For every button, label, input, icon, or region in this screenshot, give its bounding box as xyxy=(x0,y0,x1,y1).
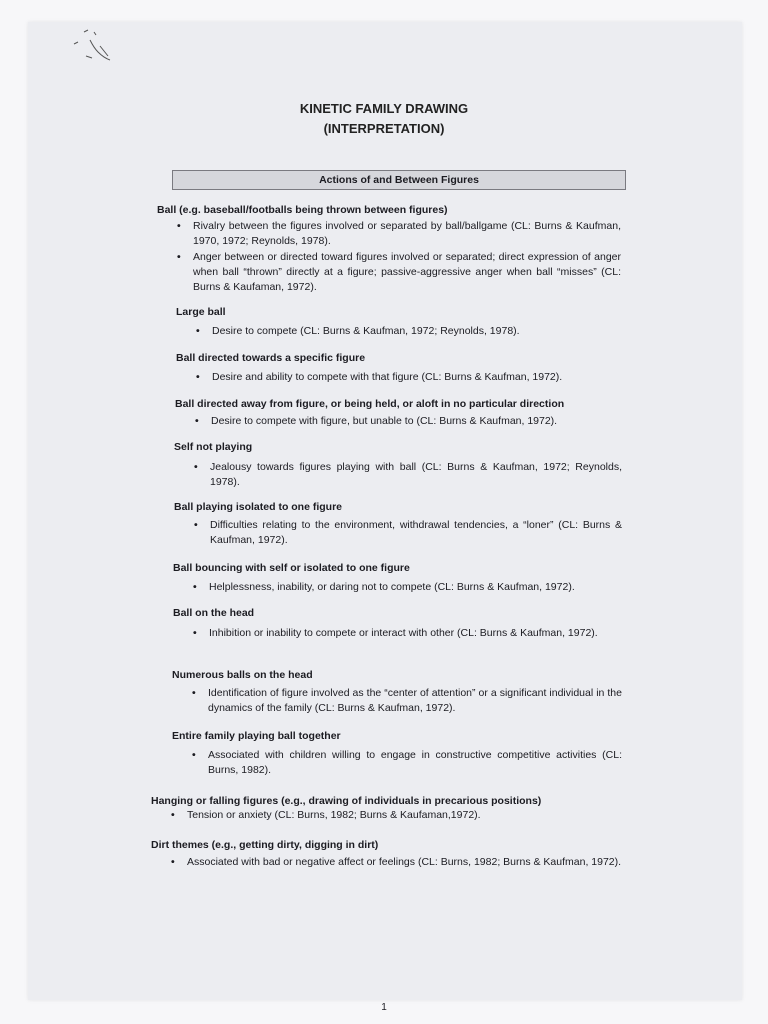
bullet-item: • Desire to compete (CL: Burns & Kaufman, 1972; Reynolds, 1978). xyxy=(212,324,622,339)
section-heading: Ball (e.g. baseball/footballs being thrown between figures) xyxy=(157,204,448,216)
section-heading: Self not playing xyxy=(174,441,253,453)
bullet-item: • Rivalry between the figures involved or separated by ball/ballgame (CL: Burns & Kaufman, 1970, 1972; Reynolds, 1978). xyxy=(193,219,621,249)
bullet-item: • Jealousy towards figures playing with ball (CL: Burns & Kaufman, 1972; Reynolds, 1978). xyxy=(210,460,622,490)
section-heading: Hanging or falling figures (e.g., drawing of individuals in precarious positions) xyxy=(151,795,542,807)
pen-scribble xyxy=(60,26,120,66)
section-heading: Dirt themes (e.g., getting dirty, digging in dirt) xyxy=(151,839,379,851)
section-heading: Ball on the head xyxy=(173,607,255,619)
bullet-item: • Associated with children willing to engage in constructive competitive activities (CL: Burns, 1982). xyxy=(208,748,622,778)
section-heading: Ball directed away from figure, or being held, or aloft in no particular direction xyxy=(175,398,565,410)
section-heading: Ball bouncing with self or isolated to one figure xyxy=(173,562,410,574)
bullet-item: • Inhibition or inability to compete or interact with other (CL: Burns & Kaufman, 1972). xyxy=(209,626,621,641)
section-heading: Numerous balls on the head xyxy=(172,669,313,681)
bullet-item: • Identification of figure involved as the “center of attention” or a significant individual in the dynamics of the family (CL: Burns & Kaufman, 1972). xyxy=(208,686,622,716)
section-heading: Ball playing isolated to one figure xyxy=(174,501,343,513)
bullet-item: • Helplessness, inability, or daring not to compete (CL: Burns & Kaufman, 1972). xyxy=(209,580,621,595)
document-title: KINETIC FAMILY DRAWING xyxy=(299,101,469,116)
bullet-item: • Desire to compete with figure, but unable to (CL: Burns & Kaufman, 1972). xyxy=(211,414,621,429)
bullet-item: • Associated with bad or negative affect or feelings (CL: Burns, 1982; Burns & Kaufman, 1972). xyxy=(187,855,623,870)
bullet-item: • Tension or anxiety (CL: Burns, 1982; Burns & Kaufaman,1972). xyxy=(187,808,617,823)
bullet-item: • Anger between or directed toward figures involved or separated; direct expression of anger when ball “thrown” directly at a figure; passive-aggressive anger when ball “misses” (CL: Burns & Kaufaman, 1972). xyxy=(193,250,621,295)
document-page xyxy=(28,22,742,1000)
document-subtitle: (INTERPRETATION) xyxy=(323,121,445,136)
page-number: 1 xyxy=(381,1002,387,1013)
bullet-item: • Desire and ability to compete with that figure (CL: Burns & Kaufman, 1972). xyxy=(212,370,622,385)
section-banner: Actions of and Between Figures xyxy=(172,170,626,190)
bullet-item: • Difficulties relating to the environment, withdrawal tendencies, a “loner” (CL: Burns & Kaufman, 1972). xyxy=(210,518,622,548)
section-heading: Large ball xyxy=(176,306,226,318)
section-heading: Entire family playing ball together xyxy=(172,730,341,742)
section-heading: Ball directed towards a specific figure xyxy=(176,352,366,364)
